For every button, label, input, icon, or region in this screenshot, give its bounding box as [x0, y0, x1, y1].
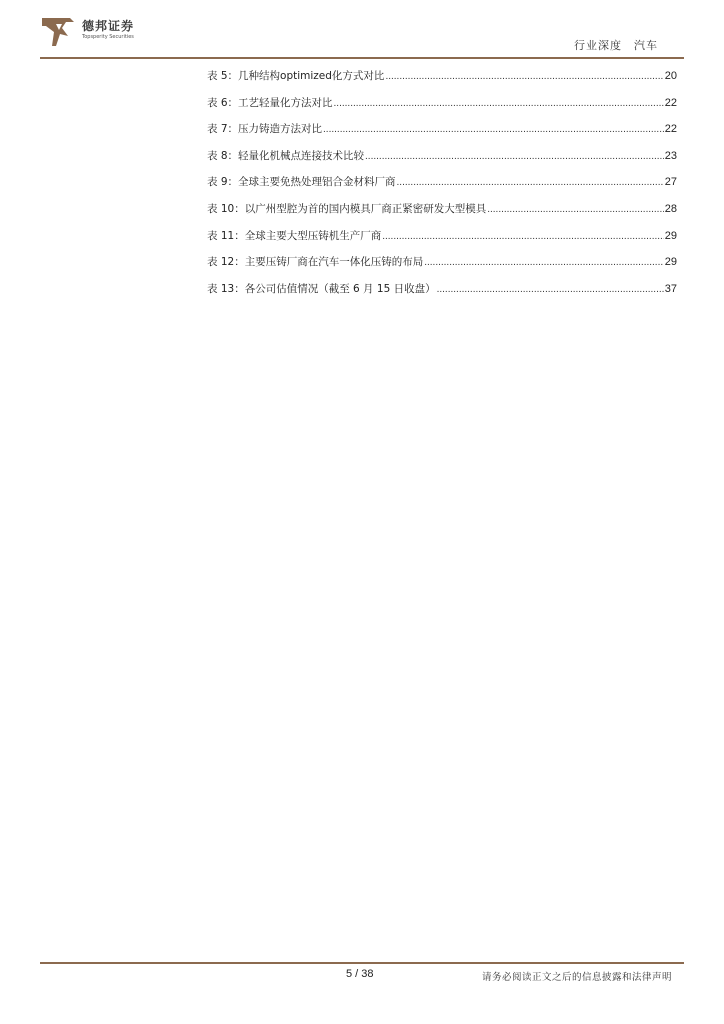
- toc-entry[interactable]: [207, 281, 677, 308]
- toc-entry-page: 27: [664, 176, 677, 189]
- toc-entry[interactable]: [207, 68, 677, 95]
- toc-entry-label: 表 9：全球主要免热处理铝合金材料厂商: [207, 176, 396, 189]
- logo-english-name: Topsperity Securities: [82, 34, 134, 40]
- toc-entry[interactable]: [207, 174, 677, 201]
- toc-entry[interactable]: [207, 228, 677, 255]
- toc-leader-dots: [365, 151, 664, 162]
- toc-entry-page: 29: [664, 229, 677, 242]
- table-of-contents: [207, 68, 677, 307]
- toc-entry[interactable]: [207, 148, 677, 175]
- toc-entry-page: 22: [664, 96, 677, 109]
- topsperity-logo-icon: [40, 14, 76, 50]
- toc-entry-page: 37: [664, 282, 677, 295]
- toc-entry-page: 23: [664, 149, 677, 162]
- toc-entry-label: 表 6：工艺轻量化方法对比: [207, 96, 333, 109]
- footer-divider: [40, 962, 684, 964]
- legal-disclaimer: 请务必阅读正文之后的信息披露和法律声明: [481, 972, 672, 983]
- report-category: 行业深度: [574, 39, 622, 52]
- toc-entry-page: 22: [664, 123, 677, 136]
- toc-leader-dots: [334, 98, 664, 109]
- toc-leader-dots: [323, 124, 664, 135]
- page-number: 5 / 38: [346, 968, 374, 980]
- toc-entry[interactable]: [207, 201, 677, 228]
- logo-chinese-name: 德邦证券: [82, 19, 135, 33]
- report-sector: 汽车: [634, 39, 658, 52]
- toc-leader-dots: [487, 204, 664, 215]
- toc-leader-dots: [382, 231, 664, 242]
- header-divider: [40, 57, 684, 59]
- toc-leader-dots: [397, 177, 664, 188]
- toc-entry-label: 表 8：轻量化机械点连接技术比较: [207, 149, 365, 162]
- report-category-header: [574, 37, 658, 53]
- toc-entry[interactable]: [207, 121, 677, 148]
- toc-leader-dots: [424, 257, 664, 268]
- toc-entry-label: 表 7：压力铸造方法对比: [207, 123, 323, 136]
- toc-entry-label: 表 5：几种结构optimized化方式对比: [207, 70, 385, 82]
- company-logo: [40, 14, 160, 52]
- toc-leader-dots: [437, 284, 664, 295]
- toc-entry-label: 表 13：各公司估值情况（截至 6 月 15 日收盘）: [207, 282, 436, 295]
- toc-entry-page: 20: [664, 70, 677, 82]
- toc-entry[interactable]: [207, 95, 677, 122]
- toc-entry-label: 表 11：全球主要大型压铸机生产厂商: [207, 229, 382, 242]
- toc-entry-page: 28: [664, 202, 677, 215]
- toc-entry-label: 表 10：以广州型腔为首的国内模具厂商正紧密研发大型模具: [207, 202, 487, 215]
- toc-entry-page: 29: [664, 256, 677, 269]
- toc-entry[interactable]: [207, 254, 677, 281]
- toc-leader-dots: [385, 71, 663, 82]
- toc-entry-label: 表 12：主要压铸厂商在汽车一体化压铸的布局: [207, 256, 424, 269]
